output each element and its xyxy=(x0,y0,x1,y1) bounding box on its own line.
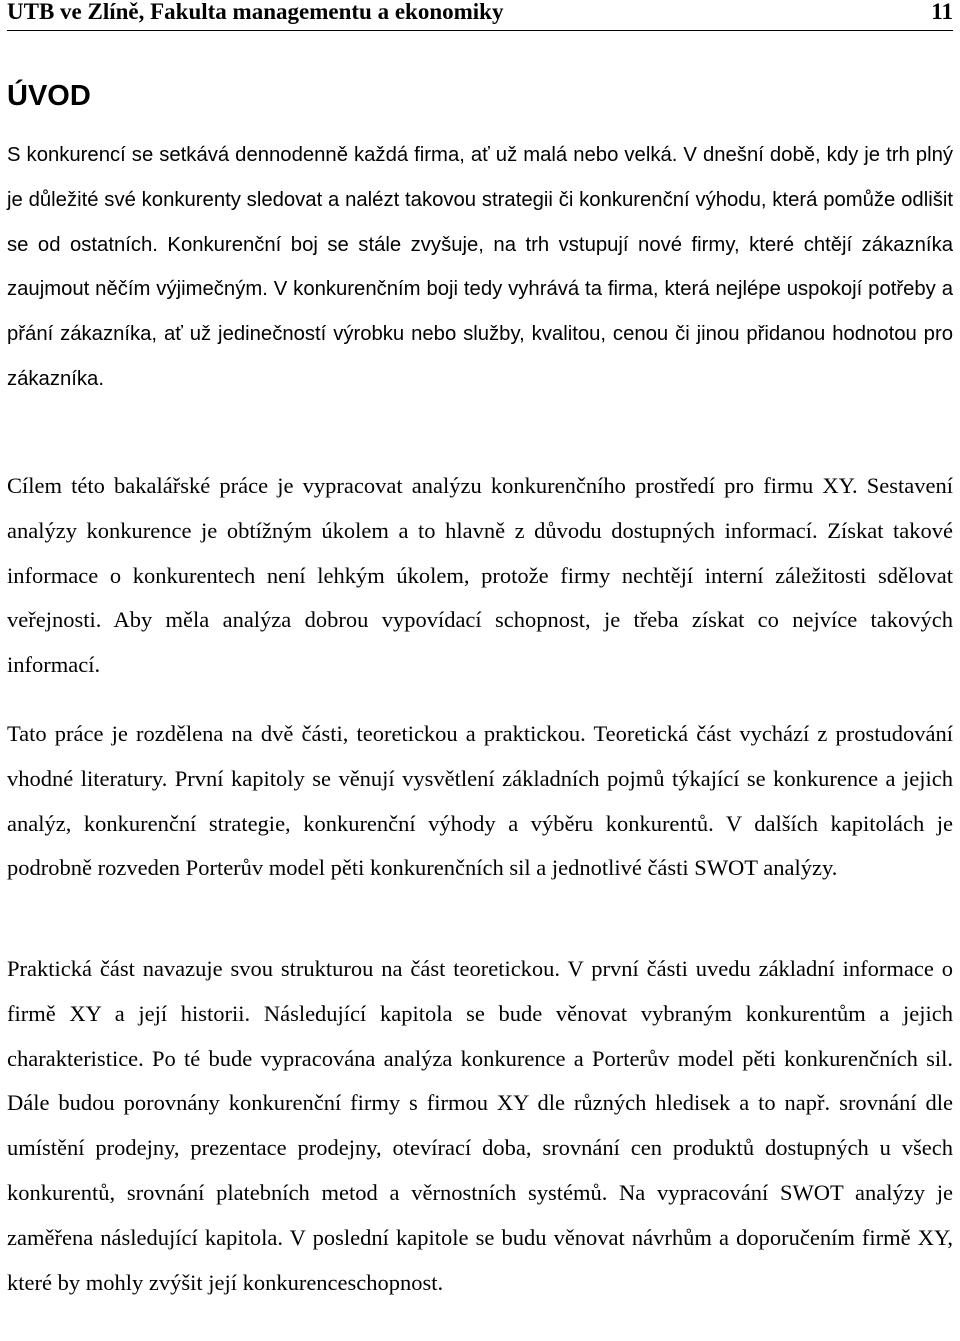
paragraph-goal: Cílem této bakalářské práce je vypracovat analýzu konkurenčního prostředí pro firmu XY. Sestavení analýzy konkurence je obtížným úkolem a to hlavně z důvodu dostupných informací. Získat takové informace o konkurentech není lehkým úkolem, protože firmy nechtějí interní záležitosti sdělovat veřejnosti. Aby měla analýza dobrou vypovídací schopnost, je třeba získat co nejvíce takových informací. xyxy=(7,473,953,678)
paragraph-intro: S konkurencí se setkává dennodenně každá firma, ať už malá nebo velká. V dnešní době, kdy je trh plný je důležité své konkurenty sledovat a nalézt takovou strategii či konkurenční výhodu, která pomůže odlišit se od ostatních. Konkurenční boj se stále zvyšuje, na trh vstupují nové firmy, které chtějí zákazníka zaujmout něčím výjimečným. V konkurenčním boji tedy vyhrává ta firma, která nejlépe uspokojí potřeby a přání zákazníka, ať už jedinečností výrobku nebo služby, kvalitou, cenou či jinou přidanou hodnotou pro zákazníka. xyxy=(7,144,953,390)
paragraph-practice: Praktická část navazuje svou strukturou na část teoretickou. V první části uvedu základní informace o firmě XY a její historii. Následující kapitola se bude věnovat vybraným konkurentům a jejich charakteristice. Po té bude vypracována analýza konkurence a Porterův model pěti konkurenčních sil. Dále budou porovnány konkurenční firmy s firmou XY dle různých hledisek a to např. srovnání dle umístění prodejny, prezentace prodejny, otevírací doba, srovnání cen produktů dostupných u všech konkurentů, srovnání platebních metod a věrnostních systémů. Na vypracování SWOT analýzy je zaměřena následující kapitola. V poslední kapitole se budu věnovat návrhům a doporučením firmě XY, které by mohly zvýšit její konkurenceschopnost. xyxy=(7,956,953,1295)
header-title: UTB ve Zlíně, Fakulta managementu a ekonomiky xyxy=(7,0,504,24)
page-header xyxy=(7,0,953,31)
page-number: 11 xyxy=(931,0,953,24)
section-heading: ÚVOD xyxy=(7,80,91,112)
paragraph-theory: Tato práce je rozdělena na dvě části, teoretickou a praktickou. Teoretická část vychází z prostudování vhodné literatury. První kapitoly se věnují vysvětlení základních pojmů týkající se konkurence a jejich analýz, konkurenční strategie, konkurenční výhody a výběru konkurentů. V dalších kapitolách je podrobně rozveden Porterův model pěti konkurenčních sil a jednotlivé části SWOT analýzy. xyxy=(7,721,953,881)
